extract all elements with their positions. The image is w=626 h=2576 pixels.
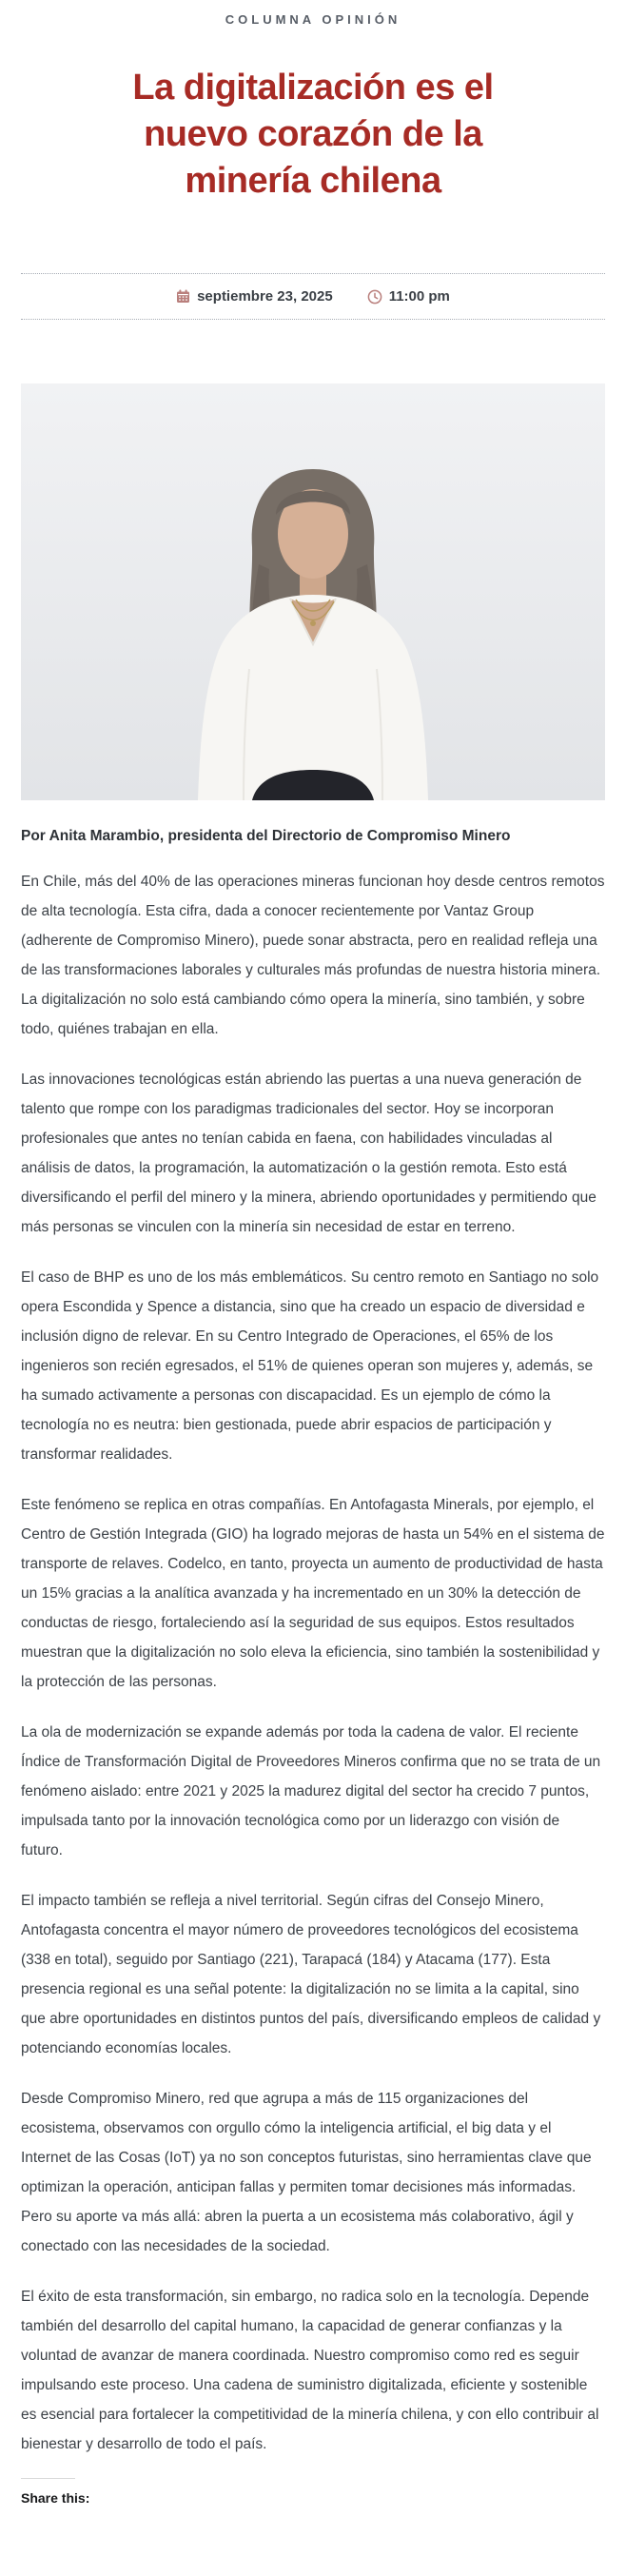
article-paragraph: El caso de BHP es uno de los más emblemáticos. Su centro remoto en Santiago no solo opera Escondida y Spence a distancia, sino que ha creado un espacio de diversidad e inclusión digno de relevar. En su Centro Integrado de Operaciones, el 65% de los ingenieros son recién egresados, el 51% de quienes operan son mujeres y, además, se ha sumado activamente a personas con discapacidad. Es un ejemplo de cómo la tecnología no es neutra: bien gestionada, puede abrir espacios de participación y transformar realidades. — [21, 1269, 599, 1463]
page-title-line-1: La digitalización es el — [132, 68, 494, 108]
page-title-line-2: nuevo corazón de la — [144, 114, 482, 154]
article-body — [21, 867, 605, 2459]
publish-time-text: 11:00 pm — [388, 288, 450, 305]
article-paragraph: Este fenómeno se replica en otras compañías. En Antofagasta Minerals, por ejemplo, el Centro de Gestión Integrada (GIO) ha logrado mejoras de hasta un 54% en el sistema de transporte de relaves. Codelco, en tanto, proyecta un aumento de productividad de hasta un 15% gracias a la analítica avanzada y ha incrementado en un 30% la detección de conductas de riesgo, fortaleciendo así la seguridad de sus equipos. Estos resultados muestran que la digitalización no solo eleva la eficiencia, sino también la sostenibilidad y la protección de las personas. — [21, 1497, 605, 1690]
share-label: Share this: — [21, 2490, 90, 2506]
calendar-icon — [176, 289, 190, 304]
page-title — [30, 65, 596, 205]
article-paragraph: El éxito de esta transformación, sin embargo, no radica solo en la tecnología. Depende también del desarrollo del capital humano, la capacidad de generar confianzas y la voluntad de avanzar de manera coordinada. Nuestro compromiso como red es seguir impulsando este proceso. Una cadena de suministro digitalizada, eficiente y sostenible es esencial para fortalecer la competitividad de la minería chilena, y con ello contribuir al bienestar y desarrollo de todo el país. — [21, 2289, 599, 2452]
publish-time — [367, 288, 450, 305]
article-hero-image — [21, 383, 605, 800]
article-paragraph: El impacto también se refleja a nivel territorial. Según cifras del Consejo Minero, Antofagasta concentra el mayor número de proveedores tecnológicos del ecosistema (338 en total), seguido por Santiago (221), Tarapacá (184) y Atacama (177). Esta presencia regional es una señal potente: la digitalización no se limita a la capital, sino que abre oportunidades en distintos puntos del país, diversificando empleos de calidad y potenciando economías locales. — [21, 1893, 601, 2056]
publish-date-text: septiembre 23, 2025 — [197, 288, 333, 305]
article-paragraph: La ola de modernización se expande además por toda la cadena de valor. El reciente Índice de Transformación Digital de Proveedores Mineros confirma que no se trata de un fenómeno aislado: entre 2021 y 2025 la madurez digital del sector ha crecido 7 puntos, impulsada tanto por la innovación tecnológica como por un liderazgo con visión de futuro. — [21, 1724, 601, 1858]
article-paragraph: Desde Compromiso Minero, red que agrupa a más de 115 organizaciones del ecosistema, observamos con orgullo cómo la inteligencia artificial, el big data y el Internet de las Cosas (IoT) ya no son conceptos futuristas, sino herramientas clave que optimizan la operación, anticipan fallas y permiten tomar decisiones más informadas. Pero su aporte va más allá: abren la puerta a un ecosistema más colaborativo, ágil y conectado con las necesidades de la sociedad. — [21, 2091, 592, 2254]
clock-icon — [367, 289, 382, 305]
publish-date — [176, 288, 333, 305]
page-title-line-3: minería chilena — [185, 161, 441, 201]
article-meta — [21, 274, 605, 319]
share-divider — [21, 2478, 75, 2479]
article-paragraph: En Chile, más del 40% de las operaciones mineras funcionan hoy desde centros remotos de alta tecnología. Esta cifra, dada a conocer recientemente por Vantaz Group (adherente de Compromiso Minero), puede sonar abstracta, pero en realidad refleja una de las transformaciones laborales y culturales más profundas de nuestra historia minera. La digitalización no solo está cambiando cómo opera la minería, sino también, y sobre todo, quiénes trabajan en ella. — [21, 874, 605, 1037]
article-byline: Por Anita Marambio, presidenta del Directorio de Compromiso Minero — [21, 828, 511, 844]
category-label: COLUMNA OPINIÓN — [225, 12, 401, 27]
article-paragraph: Las innovaciones tecnológicas están abriendo las puertas a una nueva generación de talento que rompe con los paradigmas tradicionales del sector. Hoy se incorporan profesionales que antes no tenían cabida en faena, con habilidades vinculadas al análisis de datos, la programación, la automatización o la gestión remota. Esto está diversificando el perfil del minero y la minera, abriendo oportunidades y permitiendo que más personas se vinculen con la minería sin necesidad de estar en terreno. — [21, 1072, 597, 1235]
dotted-divider-bottom — [21, 319, 605, 320]
portrait-photo — [21, 383, 605, 800]
